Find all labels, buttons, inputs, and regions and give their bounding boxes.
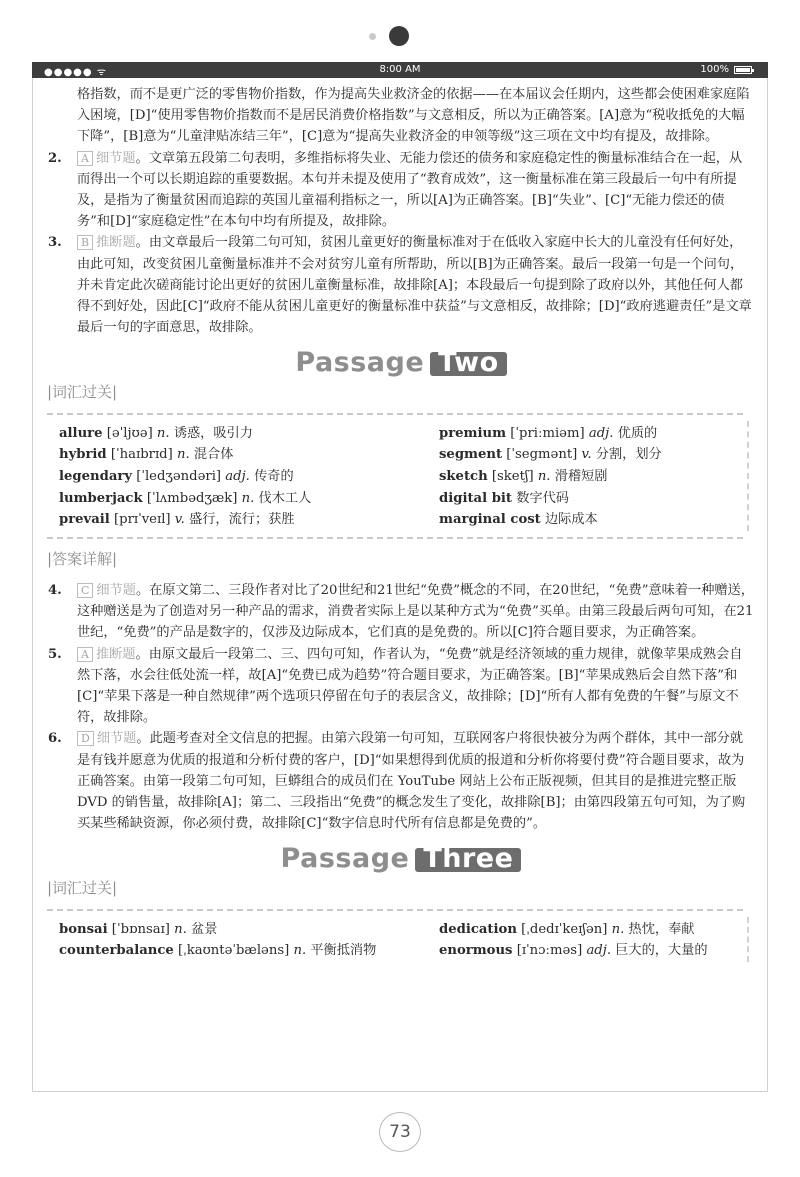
vocab-meaning: 传奇的 [254, 469, 294, 485]
vocab-word: legendary [59, 469, 132, 485]
vocab-phonetic: [ˈpriːmiəm] [510, 425, 585, 441]
passage-number-box: Three [415, 848, 521, 871]
signal-wifi-icon: ●●●●● ᯤ [44, 67, 107, 78]
vocab-pos: n. [174, 921, 187, 937]
question-type: 细节题 [96, 583, 136, 599]
device-camera-area [0, 0, 800, 60]
vocab-word: dedication [439, 921, 517, 937]
vocab-word: digital bit [439, 490, 513, 506]
answer-item-4 [47, 580, 755, 644]
vocab-pos: adj. [586, 943, 612, 959]
vocab-phonetic: [ˈhaɪbrɪd] [110, 447, 173, 463]
question-type: 细节题 [95, 150, 136, 166]
vocab-pos: n. [537, 469, 551, 485]
explanation-text: 。此题考查对全文信息的把握。由第六段第一句可知，互联网客户将很快被分为两个群体，其中一部分就是有钱并愿意为优质的报道和分析付费的客户，[D]“如果想得到优质的报道和分析你将要付费”符合题目要求，故为正确答案。由第一段第二句可知，巨蟒组合的成员们在 YouTube 网站上公布正版视频，但其目的是推进完整正版 DVD 的销售量，故排除[A]；第二、三段指出“免费”的概念发生了变化，故排除[B]；由第四段第五句可知，为了购买某些稀缺资源，你必须付费，故排除[C]“数字信息时代所有信息都是免费的”。 [77, 731, 746, 832]
vocab-pos: n. [241, 490, 255, 506]
page-content[interactable] [47, 84, 755, 978]
passage-three-heading [47, 843, 755, 875]
vocab-meaning: 热忱，奉献 [628, 921, 695, 937]
answer-item-2 [47, 148, 755, 233]
vocab-word: premium [439, 425, 507, 441]
vocab-item [439, 444, 739, 466]
vocab-item [59, 466, 439, 488]
vocab-meaning: 数字代码 [516, 490, 569, 506]
item-number: 5. [48, 646, 62, 662]
passage-word: Passage [280, 843, 410, 875]
vocab-column-left [59, 423, 439, 531]
vocab-meaning: 平衡抵消物 [310, 943, 377, 959]
answer-continuation-text: 格指数，而不是更广泛的零售物价指数，作为提高失业救济金的依据——在本届议会任期内，这些都会使困难家庭陷入困境，[D]“使用零售物价指数而不是居民消费价格指数”与文意相反，所以为正确答案。[A]意为“税收抵免的大幅下降”，[B]意为“儿童津贴冻结三年”，[C]意为“提高失业救济金的申领等级”这三项在文中均有提及，故排除。 [77, 87, 750, 145]
question-type: 细节题 [96, 731, 137, 747]
vocab-item [59, 444, 439, 466]
vocab-item [59, 488, 439, 510]
answer-item-6 [47, 728, 755, 834]
passage-word: Passage [295, 347, 425, 379]
vocab-word: sketch [439, 469, 488, 485]
item-number: 4. [48, 583, 62, 599]
vocab-phonetic: [ˈledʒəndəri] [136, 469, 222, 485]
vocab-pos: n. [293, 943, 307, 959]
document-page [32, 78, 768, 1092]
status-time: 8:00 AM [379, 64, 421, 75]
question-tag [77, 583, 136, 598]
vocab-item [439, 466, 739, 488]
question-tag [77, 731, 136, 746]
vocab-meaning: 伐木工人 [258, 490, 312, 506]
vocab-phonetic: [ɪˈnɔːməs] [516, 943, 583, 959]
answer-letter: A [77, 647, 93, 662]
vocab-phonetic: [ˌkaʊntəˈbæləns] [177, 943, 290, 959]
vocab-word: marginal cost [439, 512, 541, 528]
vocab-section-label: |词汇过关| [47, 382, 118, 401]
passage-number-box: Two [430, 352, 506, 375]
vocab-pos: n. [611, 921, 625, 937]
vocab-word: enormous [439, 943, 513, 959]
question-tag [77, 151, 136, 166]
question-tag [77, 647, 136, 662]
vocab-word: allure [59, 425, 103, 441]
vocab-meaning: 盛行，流行；获胜 [189, 512, 295, 528]
vocab-word: prevail [59, 512, 110, 528]
battery-icon [734, 66, 752, 74]
passage-two-heading [47, 347, 755, 379]
question-type: 推断题 [96, 235, 136, 251]
battery-indicator [700, 64, 752, 75]
vocab-phonetic: [ˈbɒnsaɪ] [111, 921, 170, 937]
question-tag [77, 235, 136, 250]
vocab-meaning: 盆景 [191, 921, 218, 937]
question-type: 推断题 [95, 646, 136, 662]
vocab-meaning: 混合体 [193, 447, 234, 463]
vocab-column-left [59, 919, 439, 962]
vocab-box-passage-two [47, 413, 743, 539]
vocab-item [439, 919, 739, 941]
vocab-word: hybrid [59, 447, 107, 463]
battery-percent: 100% [700, 64, 729, 75]
vocab-item [59, 423, 439, 445]
answer-1-continuation [47, 84, 755, 148]
vocab-pos: v. [174, 512, 185, 528]
vocab-meaning: 优质的 [617, 425, 658, 441]
vocab-phonetic: [sketʃ] [491, 469, 534, 485]
vocab-item [59, 940, 439, 962]
sensor-dot [369, 33, 376, 40]
answers-section-label: |答案详解| [47, 549, 118, 568]
vocab-phonetic: [ˈlʌmbədʒæk] [146, 490, 238, 506]
item-number: 6. [48, 731, 62, 747]
vocab-item [439, 488, 739, 510]
vocab-meaning: 边际成本 [544, 512, 598, 528]
vocab-phonetic: [prɪˈveɪl] [114, 512, 171, 528]
vocab-phonetic: [əˈljʊə] [106, 425, 153, 441]
answer-item-3 [47, 232, 755, 338]
vocab-word: bonsai [59, 921, 108, 937]
vocab-meaning: 分割，划分 [595, 447, 662, 463]
vocab-word: lumberjack [59, 490, 143, 506]
answer-letter: C [77, 583, 93, 598]
vocab-word: counterbalance [59, 943, 174, 959]
vocab-section-label: |词汇过关| [47, 878, 118, 897]
vocab-pos: n. [176, 447, 190, 463]
explanation-text: 。文章第五段第二句表明，多维指标将失业、无能力偿还的债务和家庭稳定性的衡量标准结合在一起，从而得出一个可以长期追踪的重要数据。本句并未提及使用了“教育成效”，这一衡量标准在第三段最后一句中有所提及，是指为了衡量贫困而追踪的英国儿童福利指标之一，所以[A]为正确答案。[B]“失业”、[C]“无能力偿还的债务”和[D]“家庭稳定性”在本句中均有所提及，故排除。 [77, 150, 743, 230]
vocab-meaning: 巨大的，大量的 [615, 943, 708, 959]
vocab-item [439, 423, 739, 445]
explanation-text: 。由原文最后一段第二、三、四句可知，作者认为，“免费”就是经济领域的重力规律，就像苹果成熟会自然下落，水会往低处流一样，故[A]“免费已成为趋势”符合题目要求，为正确答案。[B]“苹果成熟后会自然下落”和[C]“苹果下落是一种自然规律”两个选项只停留在句子的表层含义，故排除；[D]“所有人都有免费的午餐”与原文不符，故排除。 [77, 646, 743, 726]
camera-lens [389, 26, 409, 46]
item-number: 3. [48, 235, 62, 251]
vocab-box-passage-three [47, 909, 743, 968]
vocab-pos: n. [156, 425, 170, 441]
vocab-item [59, 509, 439, 531]
vocab-word: segment [439, 447, 503, 463]
page-number: 73 [379, 1112, 421, 1152]
vocab-phonetic: [ˌdedɪˈkeɪʃən] [521, 921, 608, 937]
vocab-pos: v. [581, 447, 592, 463]
answer-letter: B [77, 235, 93, 250]
answer-item-5 [47, 644, 755, 729]
vocab-item [59, 919, 439, 941]
item-number: 2. [48, 150, 62, 166]
vocab-phonetic: [ˈsegmənt] [506, 447, 578, 463]
vocab-item [439, 509, 739, 531]
explanation-text: 。由文章最后一段第二句可知，贫困儿童更好的衡量标准对于在低收入家庭中长大的儿童没有任何好处，由此可知，改变贫困儿童衡量标准并不会对贫穷儿童有所帮助，所以[B]为正确答案。最后一段第一句是一个问句，并未肯定此次磋商能讨论出更好的贫困儿童衡量标准，故排除[A]；本段最后一句提到除了政府以外，其他任何人都得不到好处，因此[C]“政府不能从贫困儿童更好的衡量标准中获益”与文意相反，故排除；[D]“政府逃避责任”是文章最后一句的字面意思，故排除。 [77, 235, 752, 336]
explanation-text: 。在原文第二、三段作者对比了20世纪和21世纪“免费”概念的不同，在20世纪，“免费”意味着一种赠送，这种赠送是为了创造对另一种产品的需求，消费者实际上是以某种方式为“免费”买单。由第三段最后两句可知，在21世纪，“免费”的产品是数字的，仅涉及边际成本，它们真的是免费的。所以[C]符合题目要求，为正确答案。 [77, 583, 754, 641]
answer-letter: A [77, 151, 93, 166]
status-bar [32, 62, 768, 78]
answer-letter: D [77, 731, 94, 746]
vocab-meaning: 诱惑，吸引力 [173, 425, 253, 441]
vocab-pos: adj. [225, 469, 250, 485]
vocab-meaning: 滑稽短剧 [554, 469, 608, 485]
vocab-item [439, 940, 739, 962]
vocab-column-right [439, 919, 739, 962]
vocab-pos: adj. [588, 425, 614, 441]
vocab-column-right [439, 423, 739, 531]
